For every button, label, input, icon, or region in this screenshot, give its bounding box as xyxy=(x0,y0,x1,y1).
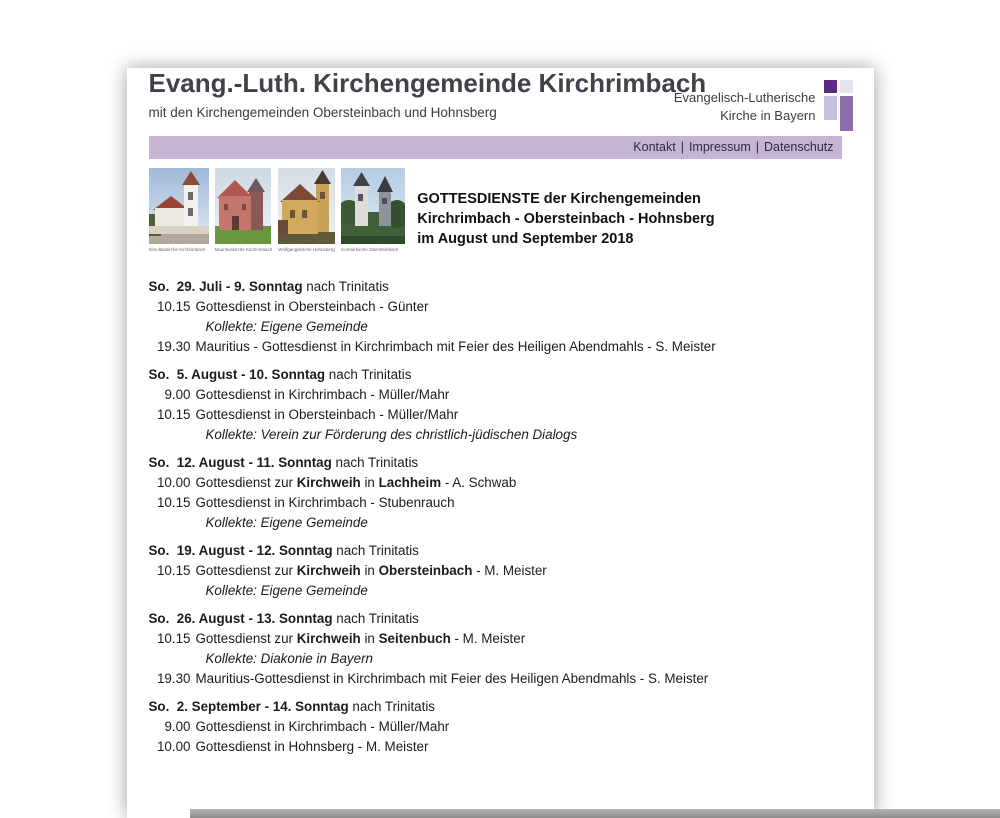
service-line xyxy=(157,473,852,493)
kollekte-line: Kollekte: Eigene Gemeinde xyxy=(205,515,368,530)
logo-square-dark xyxy=(824,80,837,93)
service-time: 19.30 xyxy=(156,339,191,354)
service-date-bold: So. 5. August - 10. Sonntag xyxy=(148,367,326,382)
service-time: 19.30 xyxy=(156,671,191,686)
church-photo-4 xyxy=(341,168,405,253)
service-date-header xyxy=(149,277,852,297)
nav-link-impressum[interactable]: Impressum xyxy=(688,140,751,154)
service-time: 10.00 xyxy=(156,475,191,490)
service-text: Gottesdienst zur Kirchweih in Seitenbuch - M. Meister xyxy=(195,631,526,646)
service-date-suffix: nach Trinitatis xyxy=(332,543,419,558)
kollekte-line: Kollekte: Verein zur Förderung des christlich-jüdischen Dialogs xyxy=(205,427,578,442)
church-photo-3-image xyxy=(278,168,335,244)
service-time: 9.00 xyxy=(164,719,191,734)
service-time: 10.15 xyxy=(156,631,191,646)
logo-square-pale xyxy=(840,80,853,93)
service-time: 10.15 xyxy=(156,495,191,510)
church-photo-2-caption: Mauritiuskirche Kirchrimbach xyxy=(214,247,273,252)
service-line xyxy=(157,737,852,757)
service-date-suffix: nach Trinitatis xyxy=(325,367,412,382)
service-text: Gottesdienst in Obersteinbach - Müller/Mahr xyxy=(195,407,459,422)
nav-separator: | xyxy=(755,140,760,154)
church-photo-3-caption: Wolfgangskirche Hohnsberg xyxy=(278,247,335,252)
service-date-header xyxy=(149,365,852,385)
services-intro-line3: im August und September 2018 xyxy=(417,231,634,247)
services-intro-line1: GOTTESDIENSTE der Kirchengemeinden xyxy=(417,191,701,207)
kollekte-line: Kollekte: Diakonie in Bayern xyxy=(205,651,373,666)
service-date-header xyxy=(149,453,852,473)
church-photo-strip xyxy=(149,168,406,253)
schedule-block xyxy=(149,541,852,601)
service-time: 10.15 xyxy=(156,299,191,314)
logo-square-medium xyxy=(840,96,853,131)
schedule-block xyxy=(149,453,852,533)
church-photo-4-image xyxy=(341,168,405,244)
page-subtitle: mit den Kirchengemeinden Obersteinbach und Hohnsberg xyxy=(148,105,497,120)
page-title: Evang.-Luth. Kirchengemeinde Kirchrimbach xyxy=(148,68,707,98)
service-time: 10.15 xyxy=(156,563,191,578)
gallery-intro-row xyxy=(149,168,852,253)
service-date-suffix: nach Trinitatis xyxy=(331,455,419,470)
church-photo-1-caption: Simultankirche Kirchrimbach xyxy=(148,247,206,252)
page xyxy=(127,68,874,818)
services-intro xyxy=(417,168,714,249)
service-text: Gottesdienst zur Kirchweih in Lachheim - A. Schwab xyxy=(195,475,517,490)
bottom-gray-band xyxy=(190,809,1000,818)
service-date-bold: So. 12. August - 11. Sonntag xyxy=(148,455,332,470)
service-date-bold: So. 19. August - 12. Sonntag xyxy=(148,543,333,558)
church-photo-1 xyxy=(149,168,209,253)
elkb-logo-icon xyxy=(824,80,854,131)
nav-separator: | xyxy=(680,140,684,154)
service-date-header xyxy=(149,609,852,629)
service-line xyxy=(157,297,852,317)
service-line xyxy=(157,717,852,737)
church-photo-2-image xyxy=(215,168,271,244)
service-line xyxy=(157,405,852,425)
service-date-header xyxy=(149,697,852,717)
service-text: Gottesdienst in Obersteinbach - Günter xyxy=(195,299,429,314)
service-text: Gottesdienst in Kirchrimbach - Stubenrauch xyxy=(195,495,455,510)
elkb-org-line1: Evangelisch-Lutherische xyxy=(673,90,816,105)
service-time: 10.15 xyxy=(156,407,191,422)
elkb-brand xyxy=(674,80,854,131)
elkb-org-name xyxy=(674,89,816,125)
elkb-org-line2: Kirche in Bayern xyxy=(720,108,816,123)
service-date-suffix: nach Trinitatis xyxy=(332,611,419,626)
service-date-bold: So. 26. August - 13. Sonntag xyxy=(148,611,333,626)
service-date-header xyxy=(149,541,852,561)
service-time: 10.00 xyxy=(156,739,191,754)
schedule-block xyxy=(149,609,852,689)
church-photo-2 xyxy=(215,168,273,253)
service-time: 9.00 xyxy=(164,387,191,402)
service-line xyxy=(157,385,852,405)
kollekte-line: Kollekte: Eigene Gemeinde xyxy=(205,583,368,598)
service-date-suffix: nach Trinitatis xyxy=(348,699,436,714)
church-photo-3 xyxy=(278,168,335,253)
service-date-bold: So. 29. Juli - 9. Sonntag xyxy=(148,279,303,294)
schedule xyxy=(149,277,852,757)
schedule-block xyxy=(149,277,852,357)
service-text: Gottesdienst in Hohnsberg - M. Meister xyxy=(195,739,429,754)
church-photo-1-image xyxy=(149,168,209,244)
service-line xyxy=(157,493,852,513)
logo-square-light xyxy=(824,96,837,120)
service-text: Gottesdienst zur Kirchweih in Obersteinbach - M. Meister xyxy=(195,563,547,578)
service-text: Mauritius-Gottesdienst in Kirchrimbach mit Feier des Heiligen Abendmahls - S. Meister xyxy=(195,671,709,686)
service-line xyxy=(157,561,852,581)
services-intro-line2: Kirchrimbach - Obersteinbach - Hohnsberg xyxy=(417,211,715,227)
service-line xyxy=(157,629,852,649)
nav-link-kontakt[interactable]: Kontakt xyxy=(633,140,676,154)
service-text: Gottesdienst in Kirchrimbach - Müller/Mahr xyxy=(195,719,450,734)
service-date-bold: So. 2. September - 14. Sonntag xyxy=(148,699,349,714)
church-photo-4-caption: Komturkirche Obersteinbach xyxy=(341,247,399,252)
service-line xyxy=(157,669,852,689)
top-navbar xyxy=(149,136,842,159)
service-line xyxy=(157,337,852,357)
schedule-block xyxy=(149,365,852,445)
desktop xyxy=(0,68,1000,818)
nav-link-datenschutz[interactable]: Datenschutz xyxy=(764,140,834,154)
kollekte-line: Kollekte: Eigene Gemeinde xyxy=(205,319,368,334)
schedule-block xyxy=(149,697,852,757)
service-date-suffix: nach Trinitatis xyxy=(302,279,389,294)
service-text: Mauritius - Gottesdienst in Kirchrimbach mit Feier des Heiligen Abendmahls - S. Meister xyxy=(195,339,716,354)
service-text: Gottesdienst in Kirchrimbach - Müller/Mahr xyxy=(195,387,450,402)
